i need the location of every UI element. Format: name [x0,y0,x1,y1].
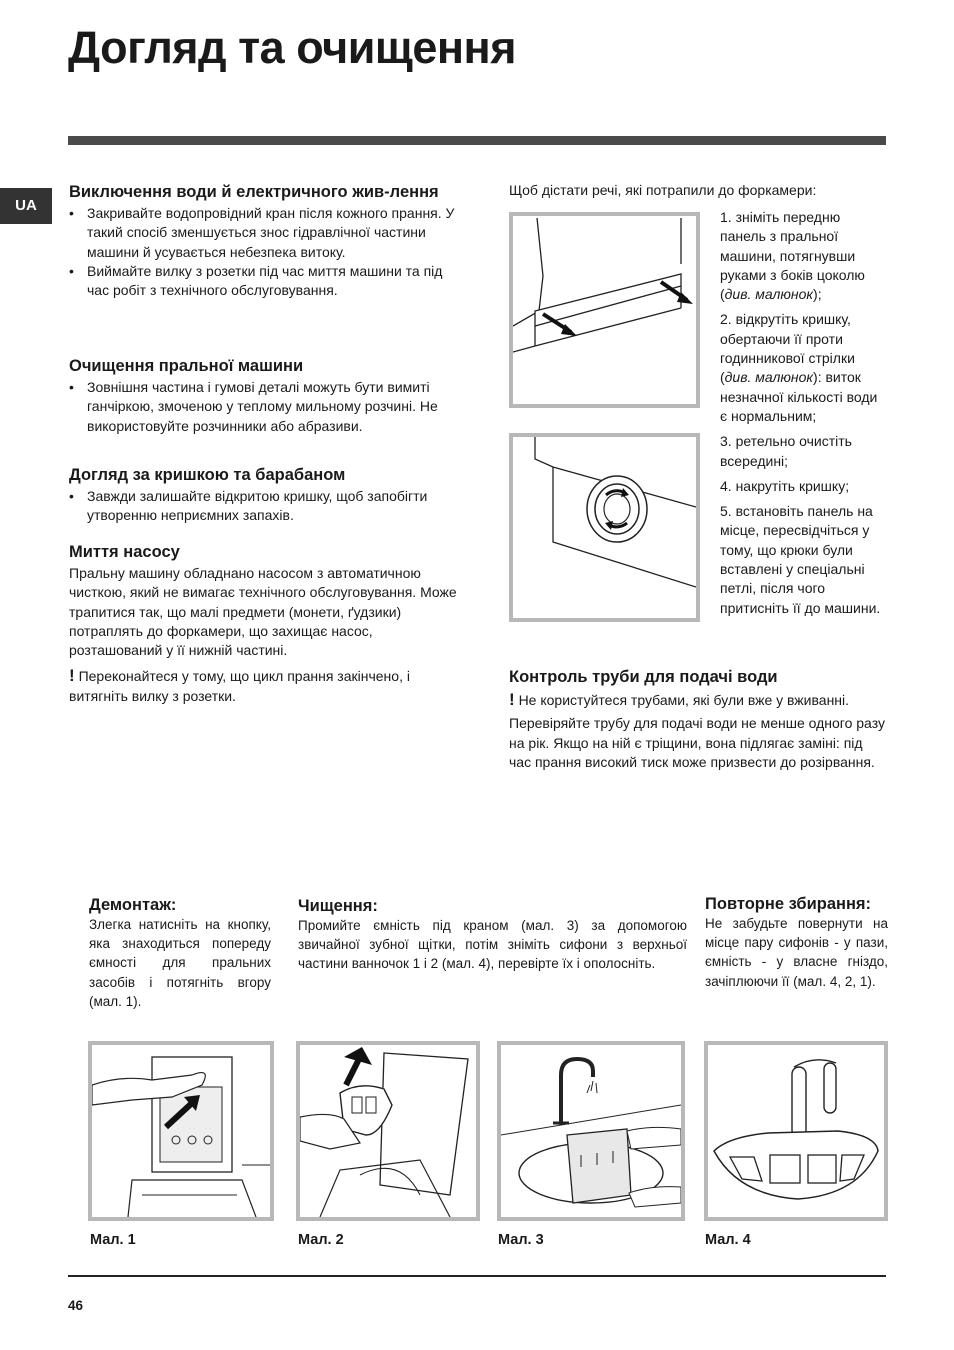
bullet-list [69,378,464,436]
paragraph: Перевіряйте трубу для подачі води не менше одного разу на рік. Якщо на ній є тріщини, вона підлягає заміні: під час прання високий тиск може призвести до розірвання. [509,715,885,770]
figure-4 [704,1041,888,1221]
footer-rule [68,1275,886,1277]
section-heading: Очищення пральної машини [69,357,304,375]
section-heading: Миття насосу [69,543,180,561]
tap-rinse-illustration [501,1045,681,1217]
header-rule [68,136,886,145]
step-text: 2. відкрутіть кришку, обертаючи її проти годинникової стрілки ( [720,311,855,386]
section-water-power [69,183,464,300]
figure-caption: Мал. 1 [90,1232,136,1248]
warning-icon: ! [69,666,75,686]
step-item [720,310,888,426]
pump-cap-illustration [513,437,696,618]
pump-steps [720,208,888,624]
page-title: Догляд та очищення [68,22,516,73]
pump-intro: Щоб дістати речі, які потрапили до форкамери: [509,182,817,198]
section-demontage [89,896,271,1011]
step-ref: див. малюнок [724,369,814,386]
figure-2 [296,1041,480,1221]
step-text: 4. накрутіть кришку; [720,477,850,494]
section-cleaning [298,897,687,974]
section-heading: Контроль труби для подачі води [509,668,778,686]
figure-3 [497,1041,685,1221]
figure-caption: Мал. 3 [498,1232,544,1248]
section-heading: Повторне збирання: [705,895,872,913]
warning-icon: ! [509,690,515,709]
language-tab: UA [0,188,52,224]
list-item: • Закривайте водопровідний кран після кожного прання. У такий спосіб зменшується знос гідравлічної частини машини й усувається небезпека витоку. [69,204,464,262]
section-hose [509,668,888,772]
dispenser-removal-illustration [300,1045,476,1217]
bullet-list [69,487,464,526]
figure-front-panel [509,212,700,408]
siphons-illustration [708,1045,884,1217]
step-text-end: ): виток незначної кількості води є нормальним; [720,369,878,424]
section-heading: Демонтаж: [89,896,177,914]
section-lid-drum [69,466,464,526]
step-text: 5. встановіть панель на місце, пересвідчіться у тому, що крюки були вставлені у спеціальні петлі, після чого притисніть її до машини. [720,503,881,616]
bullet-list [69,204,464,300]
list-item: • Завжди залишайте відкритою кришку, щоб запобігти утворенню неприємних запахів. [69,487,464,526]
section-reassembly [705,896,888,991]
step-item [720,208,888,304]
step-text: 3. ретельно очистіть всередині; [720,433,852,469]
figure-1 [88,1041,274,1221]
list-item: • Зовнішня частина і гумові деталі можуть бути вимиті ганчіркою, змоченою у теплому мильному розчині. Не використовуйте розчинники або абразиви. [69,378,464,436]
list-item: • Виймайте вилку з розетки під час миття машини та під час робіт з технічного обслуговування. [69,262,464,301]
section-heading: Чищення: [298,897,378,915]
warning-text: Переконайтеся у тому, що цикл прання закінчено, і витягніть вилку з розетки. [69,668,410,704]
step-item [720,477,888,496]
panel-removal-illustration [513,216,696,404]
section-heading: Виключення води й електричного жив-лення [69,183,439,201]
section-pump [69,543,464,706]
section-machine-cleaning [69,357,464,436]
paragraph: Не забудьте повернути на місце пару сифонів - у пази, ємність - у власне гніздо, зачіплюючи її (мал. 4, 2, 1). [705,916,888,989]
warning-note [509,690,888,710]
paragraph: Пральну машину обладнано насосом з автоматичною чисткою, який не вимагає технічного обслуговування. Може трапитися так, що малі предмети (монети, ґудзики) потраплять до форкамери, що захищає насос, розташований у її нижній частині. [69,565,457,659]
step-text-end: ); [813,286,822,303]
paragraph: Злегка натисніть на кнопку, яка знаходиться попереду ємності для пральних засобів і потягніть вгору (мал. 1). [89,917,271,1009]
figure-caption: Мал. 2 [298,1232,344,1248]
warning-note [69,666,464,706]
section-heading: Догляд за кришкою та барабаном [69,466,346,484]
step-item [720,502,888,618]
figure-pump-cap [509,433,700,622]
step-text: 1. зніміть передню панель з пральної машини, потягнувши руками з боків цоколю ( [720,209,865,303]
dispenser-lift-illustration [92,1045,270,1217]
page-number: 46 [68,1298,84,1313]
paragraph: Промийте ємність під краном (мал. 3) за допомогою звичайної зубної щітки, потім зніміть сифони з верхньої частини ванночок 1 і 2 (мал. 4), перевірте їх і ополосніть. [298,918,687,972]
step-ref: див. малюнок [724,286,814,303]
figure-caption: Мал. 4 [705,1232,751,1248]
warning-text: Не користуйтеся трубами, які були вже у вживанні. [518,692,850,708]
step-item [720,432,888,471]
